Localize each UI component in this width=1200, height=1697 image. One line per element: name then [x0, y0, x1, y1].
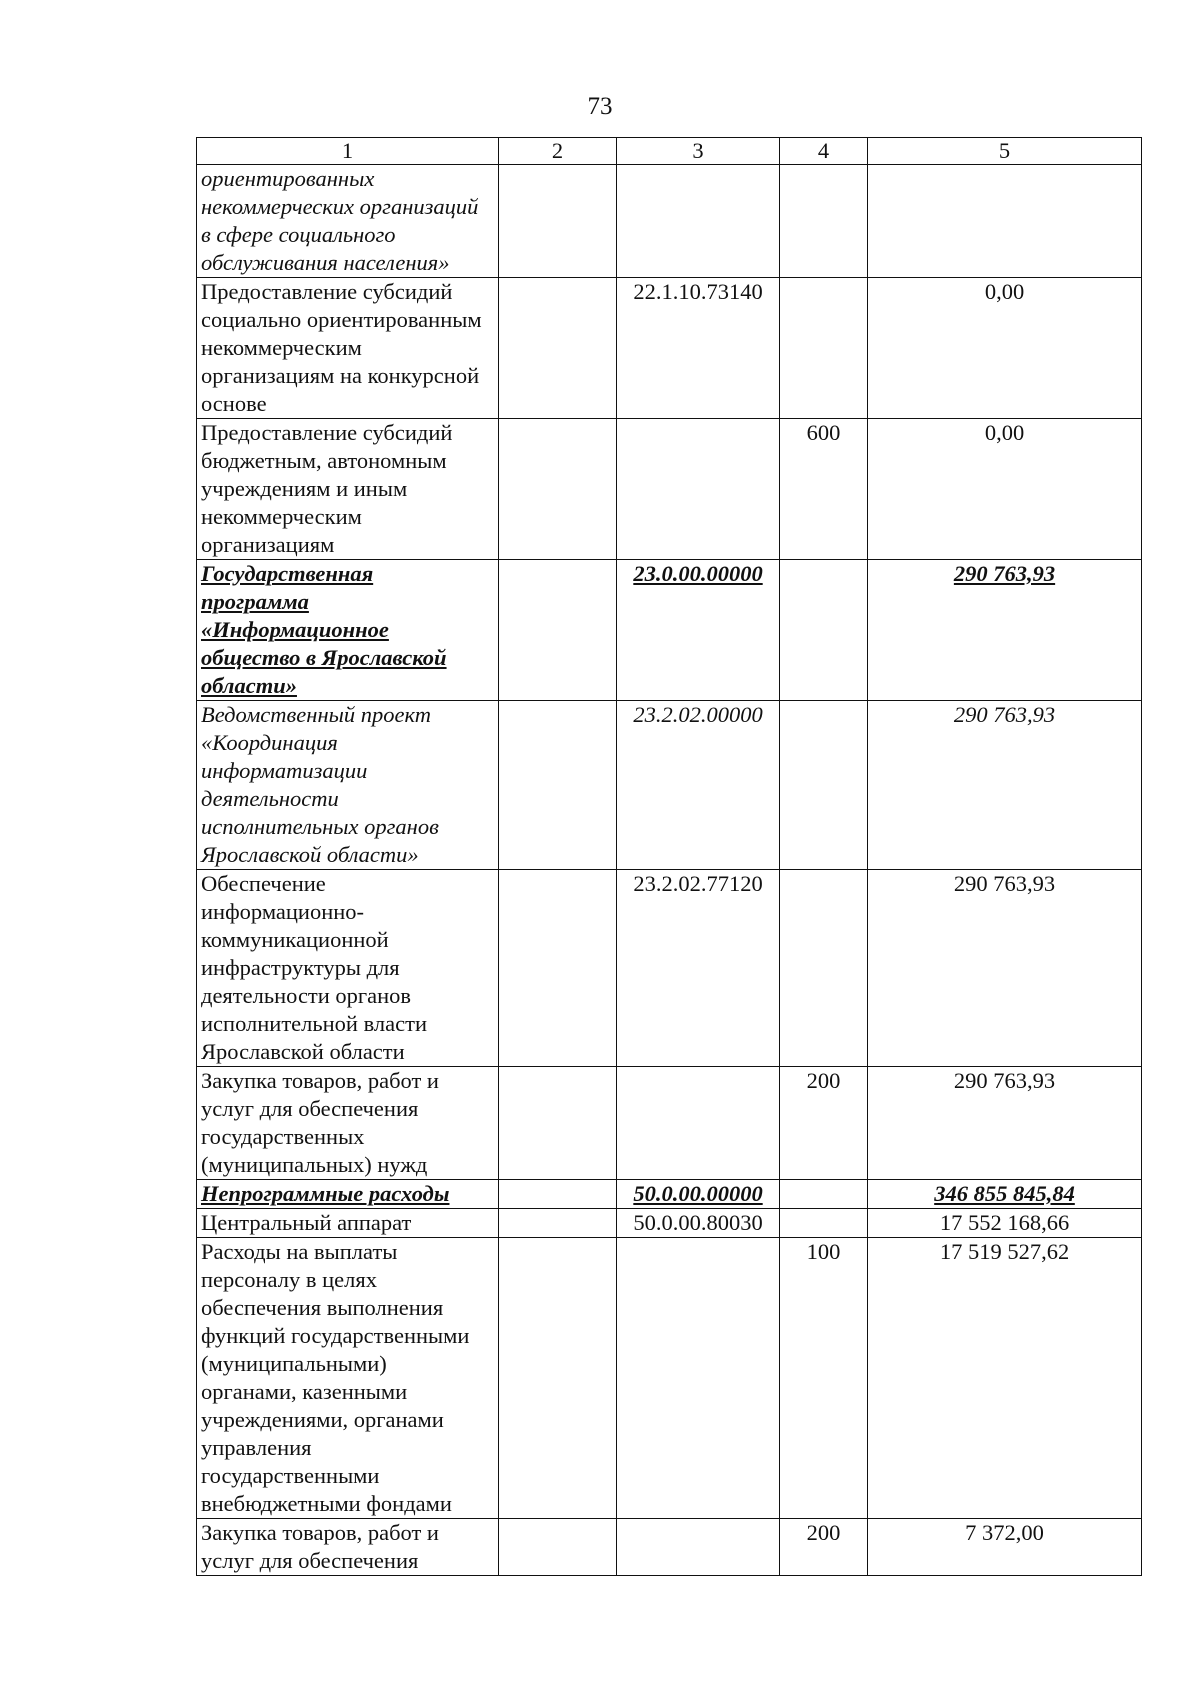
cell-amount	[868, 560, 1142, 701]
cell-name	[197, 1519, 499, 1576]
header-col-1: 1	[197, 138, 499, 165]
cell-amount	[868, 1180, 1142, 1209]
cell-col2	[499, 1519, 617, 1576]
cell-type	[780, 1519, 868, 1576]
cell-type	[780, 165, 868, 278]
cell-type-text: 200	[806, 1068, 841, 1093]
table-row	[197, 1519, 1142, 1576]
table-row	[197, 419, 1142, 560]
table-row	[197, 1067, 1142, 1180]
table-header-row	[197, 138, 1142, 165]
cell-name-text: Центральный аппарат	[201, 1210, 412, 1235]
cell-type	[780, 419, 868, 560]
cell-amount	[868, 1067, 1142, 1180]
cell-name	[197, 560, 499, 701]
cell-name	[197, 701, 499, 870]
cell-code	[617, 560, 780, 701]
cell-amount-text: 17 552 168,66	[939, 1210, 1070, 1235]
cell-name-text: Предоставление субсидий социально ориентированным некоммерческим организациям на конкурсной основе	[201, 279, 482, 416]
table-row	[197, 1209, 1142, 1238]
cell-amount	[868, 1209, 1142, 1238]
cell-type	[780, 560, 868, 701]
cell-col2	[499, 1238, 617, 1519]
cell-name	[197, 1209, 499, 1238]
cell-code-text: 50.0.00.80030	[633, 1210, 763, 1235]
cell-name-text: Непрограммные расходы	[201, 1181, 450, 1206]
cell-type	[780, 1067, 868, 1180]
cell-col2	[499, 560, 617, 701]
cell-code	[617, 1209, 780, 1238]
table-row	[197, 870, 1142, 1067]
cell-name	[197, 165, 499, 278]
cell-code-text: 23.0.00.00000	[633, 561, 763, 586]
cell-code	[617, 278, 780, 419]
cell-col2	[499, 870, 617, 1067]
cell-amount-text: 7 372,00	[965, 1520, 1044, 1545]
cell-col2	[499, 1067, 617, 1180]
cell-name	[197, 870, 499, 1067]
cell-amount	[868, 870, 1142, 1067]
table-row	[197, 701, 1142, 870]
cell-col2	[499, 165, 617, 278]
cell-name-text: Ведомственный проект «Координация информатизации деятельности исполнительных органов Ярославской области»	[201, 702, 439, 867]
header-col-2: 2	[499, 138, 617, 165]
cell-code	[617, 1238, 780, 1519]
cell-code	[617, 1180, 780, 1209]
page-number: 73	[587, 93, 613, 120]
cell-amount-text: 290 763,93	[953, 1068, 1056, 1093]
cell-code-text: 22.1.10.73140	[633, 279, 763, 304]
cell-name-text: Обеспечение информационно- коммуникационной инфраструктуры для деятельности органов исполнительной власти Ярославской области	[201, 871, 427, 1064]
cell-code-text: 50.0.00.00000	[633, 1181, 763, 1206]
cell-amount-text: 0,00	[984, 279, 1025, 304]
cell-amount-text: 0,00	[984, 420, 1025, 445]
table-row	[197, 560, 1142, 701]
cell-amount	[868, 1519, 1142, 1576]
cell-name	[197, 1067, 499, 1180]
cell-code	[617, 1067, 780, 1180]
cell-name-text: Предоставление субсидий бюджетным, автономным учреждениям и иным некоммерческим организациям	[201, 420, 453, 557]
cell-name	[197, 1238, 499, 1519]
cell-amount	[868, 701, 1142, 870]
cell-type-text: 200	[806, 1520, 841, 1545]
cell-type	[780, 1180, 868, 1209]
cell-amount-text: 346 855 845,84	[934, 1181, 1075, 1206]
cell-amount-text: 17 519 527,62	[939, 1239, 1070, 1264]
header-col-5: 5	[868, 138, 1142, 165]
table-row	[197, 278, 1142, 419]
cell-code	[617, 419, 780, 560]
cell-name-text: Закупка товаров, работ и услуг для обеспечения государственных (муниципальных) нужд	[201, 1068, 439, 1177]
cell-col2	[499, 1209, 617, 1238]
cell-code-text: 23.2.02.77120	[633, 871, 763, 896]
cell-type-text: 100	[806, 1239, 841, 1264]
table-row	[197, 165, 1142, 278]
cell-type	[780, 870, 868, 1067]
cell-col2	[499, 419, 617, 560]
cell-name	[197, 419, 499, 560]
cell-amount	[868, 165, 1142, 278]
cell-code	[617, 1519, 780, 1576]
cell-name	[197, 278, 499, 419]
cell-col2	[499, 701, 617, 870]
cell-type	[780, 701, 868, 870]
cell-col2	[499, 278, 617, 419]
cell-type	[780, 1238, 868, 1519]
cell-amount-text: 290 763,93	[953, 871, 1056, 896]
cell-name-text: Государственная программа «Информационное общество в Ярославской области»	[201, 561, 447, 698]
cell-amount-text: 290 763,93	[953, 561, 1056, 586]
header-col-4: 4	[780, 138, 868, 165]
cell-code	[617, 870, 780, 1067]
cell-name	[197, 1180, 499, 1209]
header-col-3: 3	[617, 138, 780, 165]
cell-code	[617, 701, 780, 870]
cell-name-text: Закупка товаров, работ и услуг для обеспечения	[201, 1520, 439, 1573]
table-row	[197, 1180, 1142, 1209]
cell-type-text: 600	[806, 420, 841, 445]
cell-code	[617, 165, 780, 278]
cell-amount-text: 290 763,93	[953, 702, 1056, 727]
cell-type	[780, 278, 868, 419]
cell-amount	[868, 278, 1142, 419]
table-row	[197, 1238, 1142, 1519]
cell-code-text: 23.2.02.00000	[633, 702, 763, 727]
cell-type	[780, 1209, 868, 1238]
cell-name-text: Расходы на выплаты персоналу в целях обеспечения выполнения функций государственными (муниципальными) органами, казенными учреждениями, органами управления государственными внебюджетными фондами	[201, 1239, 470, 1516]
cell-name-text: ориентированных некоммерческих организаций в сфере социального обслуживания населения»	[201, 166, 479, 275]
budget-table	[196, 137, 1142, 1576]
cell-amount	[868, 419, 1142, 560]
cell-amount	[868, 1238, 1142, 1519]
cell-col2	[499, 1180, 617, 1209]
